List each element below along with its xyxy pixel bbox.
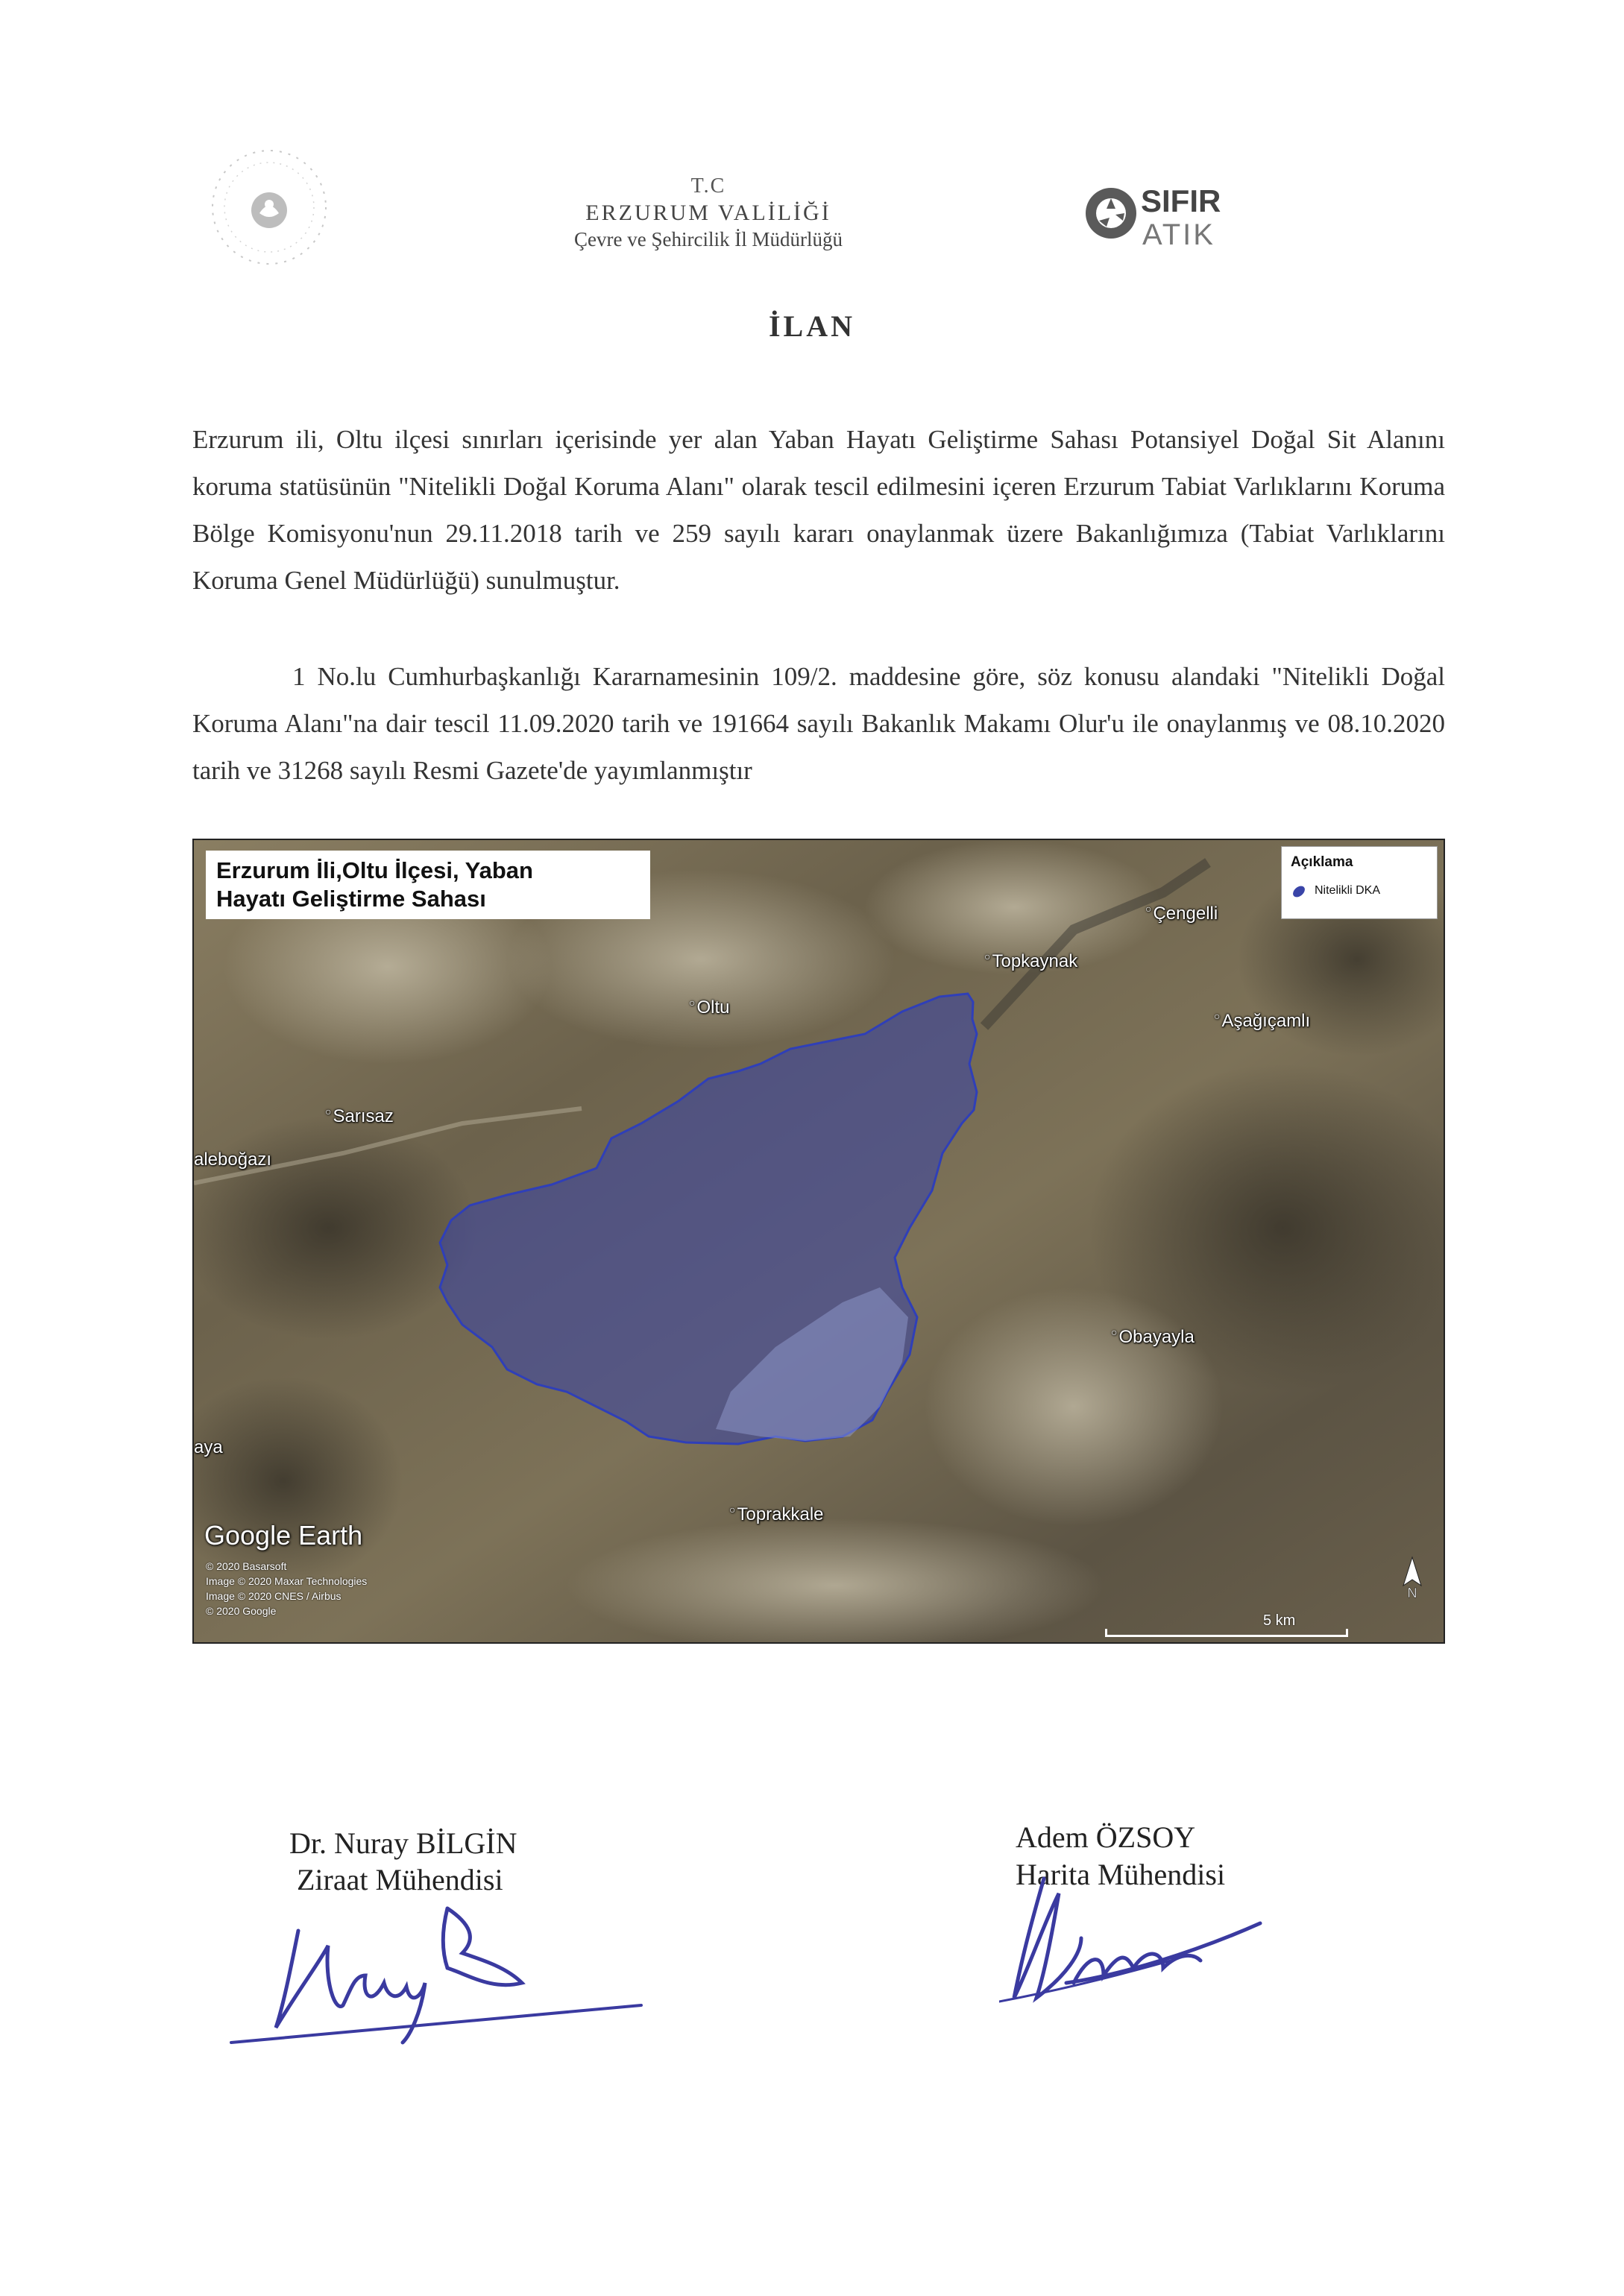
place-toprakkale: ○ Toprakkale: [729, 1504, 824, 1525]
map-credit: Image © 2020 Maxar Technologies: [206, 1575, 368, 1587]
place-sarisaz: ○ Sarısaz: [325, 1106, 394, 1127]
place-obayayla: ○ Obayayla: [1111, 1326, 1195, 1348]
header-institution: [462, 173, 954, 252]
notice-title: İLAN: [768, 309, 856, 343]
map-credit: © 2020 Basarsoft: [206, 1560, 287, 1572]
header-department: Çevre ve Şehircilik İl Müdürlüğü: [574, 227, 843, 250]
sifir-logo-line1: SIFIR: [1141, 183, 1221, 218]
satellite-map: [192, 839, 1445, 1644]
signatory-left-title: Ziraat Mühendisi: [297, 1863, 503, 1896]
map-credit: © 2020 Google: [206, 1605, 277, 1617]
signatory-right-name: Adem ÖZSOY: [1016, 1820, 1196, 1854]
north-arrow-icon: [1397, 1556, 1427, 1600]
header-valilik: ERZURUM VALİLİĞİ: [585, 201, 831, 225]
place-topkaynak: ○ Topkaynak: [984, 950, 1077, 972]
place-oltu: ○ Oltu: [689, 997, 729, 1018]
ministry-emblem-logo: [206, 142, 333, 276]
sifir-atik-logo: [1080, 170, 1229, 259]
map-legend: [1281, 846, 1438, 919]
signatory-right-title: Harita Mühendisi: [1016, 1858, 1226, 1891]
map-scale-bar: [1105, 1629, 1348, 1637]
map-title-line1: Erzurum İli,Oltu İlçesi, Yaban: [216, 857, 533, 883]
place-aleboğazi: aleboğazı: [194, 1149, 272, 1170]
signature-right: [999, 1871, 1282, 2013]
signature-left: [224, 1901, 656, 2050]
place-asagicamli: ○ Aşağıçamlı: [1214, 1010, 1310, 1032]
legend-area-icon: [1291, 884, 1307, 900]
signatory-left-name: Dr. Nuray BİLGİN: [289, 1826, 517, 1860]
sifir-logo-line2: ATIK: [1142, 218, 1215, 251]
legend-item: Nitelikli DKA: [1315, 884, 1381, 897]
header-tc: T.C: [690, 174, 726, 198]
map-scale-label: 5 km: [1263, 1612, 1296, 1629]
paragraph-1: Erzurum ili, Oltu ilçesi sınırları içerisinde yer alan Yaban Hayatı Geliştirme Sahası Potansiyel Doğal Sit Alanını koruma statüsünün "Nitelikli Doğal Koruma Alanı" olarak tescil edilmesini içeren Erzurum Tabiat Varlıklarını Koruma Bölge Komisyonu'nun 29.11.2018 tarih ve 259 sayılı kararı onaylanmak üzere Bakanlığımıza (Tabiat Varlıklarını Koruma Genel Müdürlüğü) sunulmuştur.: [192, 425, 1445, 595]
legend-title: Açıklama: [1291, 854, 1353, 870]
map-title-line2: Hayatı Geliştirme Sahası: [216, 886, 486, 912]
map-title: [206, 851, 650, 919]
google-earth-watermark: Google Earth: [204, 1520, 363, 1551]
paragraph-2: 1 No.lu Cumhurbaşkanlığı Kararnamesinin 109/2. maddesine göre, söz konusu alandaki "Nitelikli Doğal Koruma Alanı"na dair tescil 11.09.2020 tarih ve 191664 sayılı Bakanlık Makamı Olur'u ile onaylanmış ve 08.10.2020 tarih ve 31268 sayılı Resmi Gazete'de yayımlanmıştır: [192, 662, 1445, 785]
place-aya: aya: [194, 1437, 223, 1457]
map-credit: Image © 2020 CNES / Airbus: [206, 1590, 342, 1602]
north-label: N: [1407, 1586, 1417, 1600]
place-cengelli: ○ Çengelli: [1145, 903, 1218, 924]
